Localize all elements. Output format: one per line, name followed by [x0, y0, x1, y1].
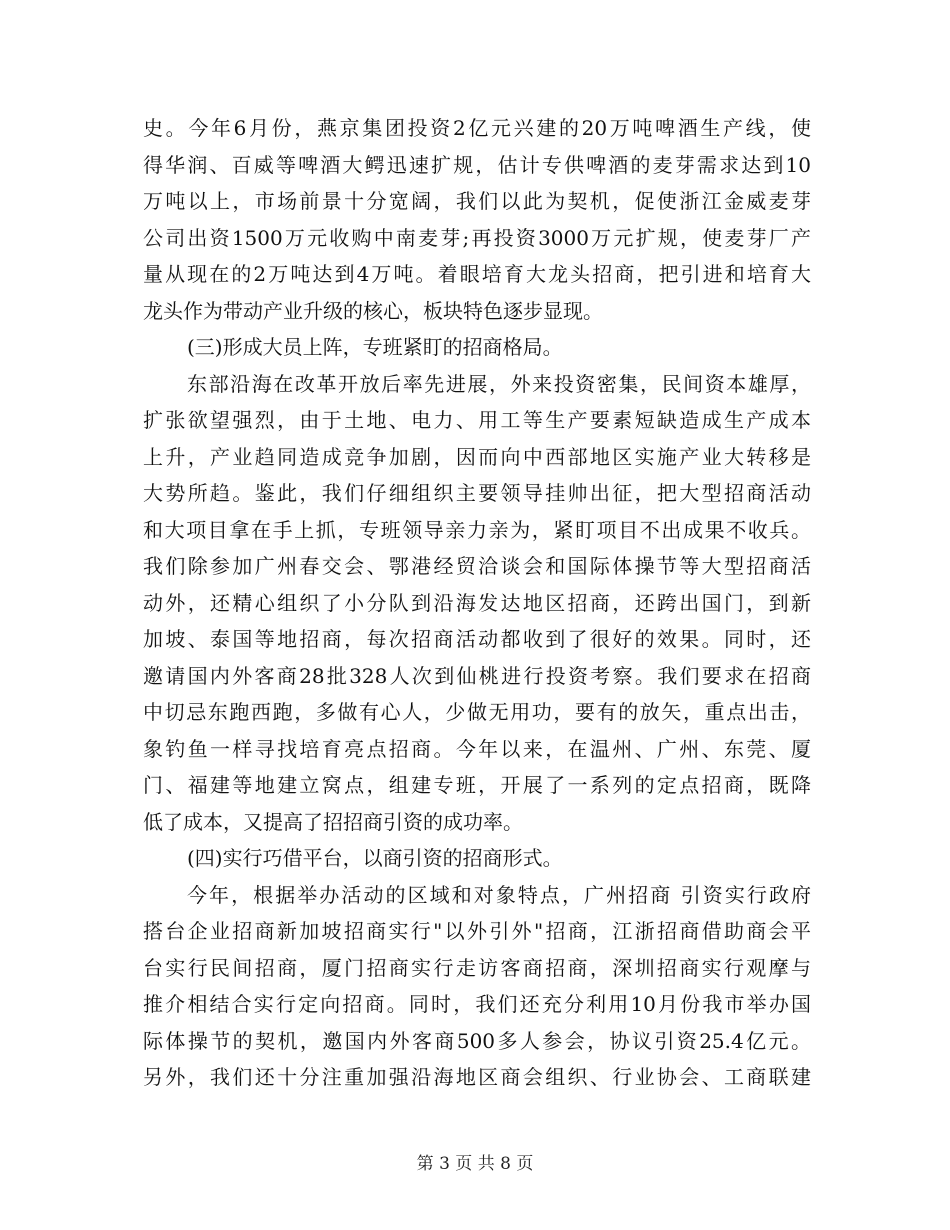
text-line: 龙头作为带动产业升级的核心，板块特色逐步显现。	[143, 298, 603, 323]
text-line: 动外，还精心组织了小分队到沿海发达地区招商，还跨出国门，到新	[143, 590, 811, 615]
text-line: 和大项目拿在手上抓，专班领导亲力亲为，紧盯项目不出成果不收兵。	[143, 517, 811, 542]
text-line: (三)形成大员上阵，专班紧盯的招商格局。	[187, 335, 563, 359]
text-line: 大势所趋。鉴此，我们仔细组织主要领导挂帅出征，把大型招商活动	[143, 481, 811, 505]
text-line: 低了成本，又提高了招招商引资的成功率。	[143, 809, 523, 834]
text-line: 量从现在的2万吨达到4万吨。着眼培育大龙头招商，把引进和培育大	[143, 262, 811, 286]
text-line: 际体操节的契机，邀国内外客商500多人参会，协议引资25.4亿元。	[143, 1028, 811, 1053]
text-line: 万吨以上，市场前景十分宽阔，我们以此为契机，促使浙江金威麦芽	[143, 189, 811, 213]
text-line: 邀请国内外客商28批328人次到仙桃进行投资考察。我们要求在招商	[143, 663, 811, 688]
text-line: 上升，产业趋同造成竞争加剧，因而向中西部地区实施产业大转移是	[143, 444, 811, 469]
page-footer: 第 3 页 共 8 页	[416, 1154, 534, 1174]
text-line: 加坡、泰国等地招商，每次招商活动都收到了很好的效果。同时，还	[143, 627, 811, 651]
document-body	[143, 110, 811, 1096]
text-line: (四)实行巧借平台，以商引资的招商形式。	[187, 846, 563, 870]
text-line: 今年，根据举办活动的区域和对象特点，广州招商 引资实行政府	[187, 882, 811, 907]
text-line: 中切忌东跑西跑，多做有心人，少做无用功，要有的放矢，重点出击，	[143, 700, 811, 724]
text-line: 史。今年6月份，燕京集团投资2亿元兴建的20万吨啤酒生产线，使	[143, 116, 811, 140]
text-line: 公司出资1500万元收购中南麦芽;再投资3000万元扩规，使麦芽厂产	[143, 225, 811, 250]
text-line: 台实行民间招商，厦门招商实行走访客商招商，深圳招商实行观摩与	[143, 955, 811, 980]
text-line: 东部沿海在改革开放后率先进展，外来投资密集，民间资本雄厚，	[187, 371, 811, 396]
text-line: 象钓鱼一样寻找培育亮点招商。今年以来，在温州、广州、东莞、厦	[143, 736, 811, 761]
text-line: 推介相结合实行定向招商。同时，我们还充分利用10月份我市举办国	[143, 992, 811, 1016]
text-line: 门、福建等地建立窝点，组建专班，开展了一系列的定点招商，既降	[143, 773, 811, 797]
text-line: 得华润、百威等啤酒大鳄迅速扩规，估计专供啤酒的麦芽需求达到10	[143, 152, 811, 177]
text-line: 搭台企业招商新加坡招商实行"以外引外"招商，江浙招商借助商会平	[143, 919, 811, 943]
text-line: 我们除参加广州春交会、鄂港经贸洽谈会和国际体操节等大型招商活	[143, 554, 811, 578]
text-line: 扩张欲望强烈，由于土地、电力、用工等生产要素短缺造成生产成本	[143, 408, 811, 432]
text-line: 另外，我们还十分注重加强沿海地区商会组织、行业协会、工商联建	[143, 1065, 811, 1089]
